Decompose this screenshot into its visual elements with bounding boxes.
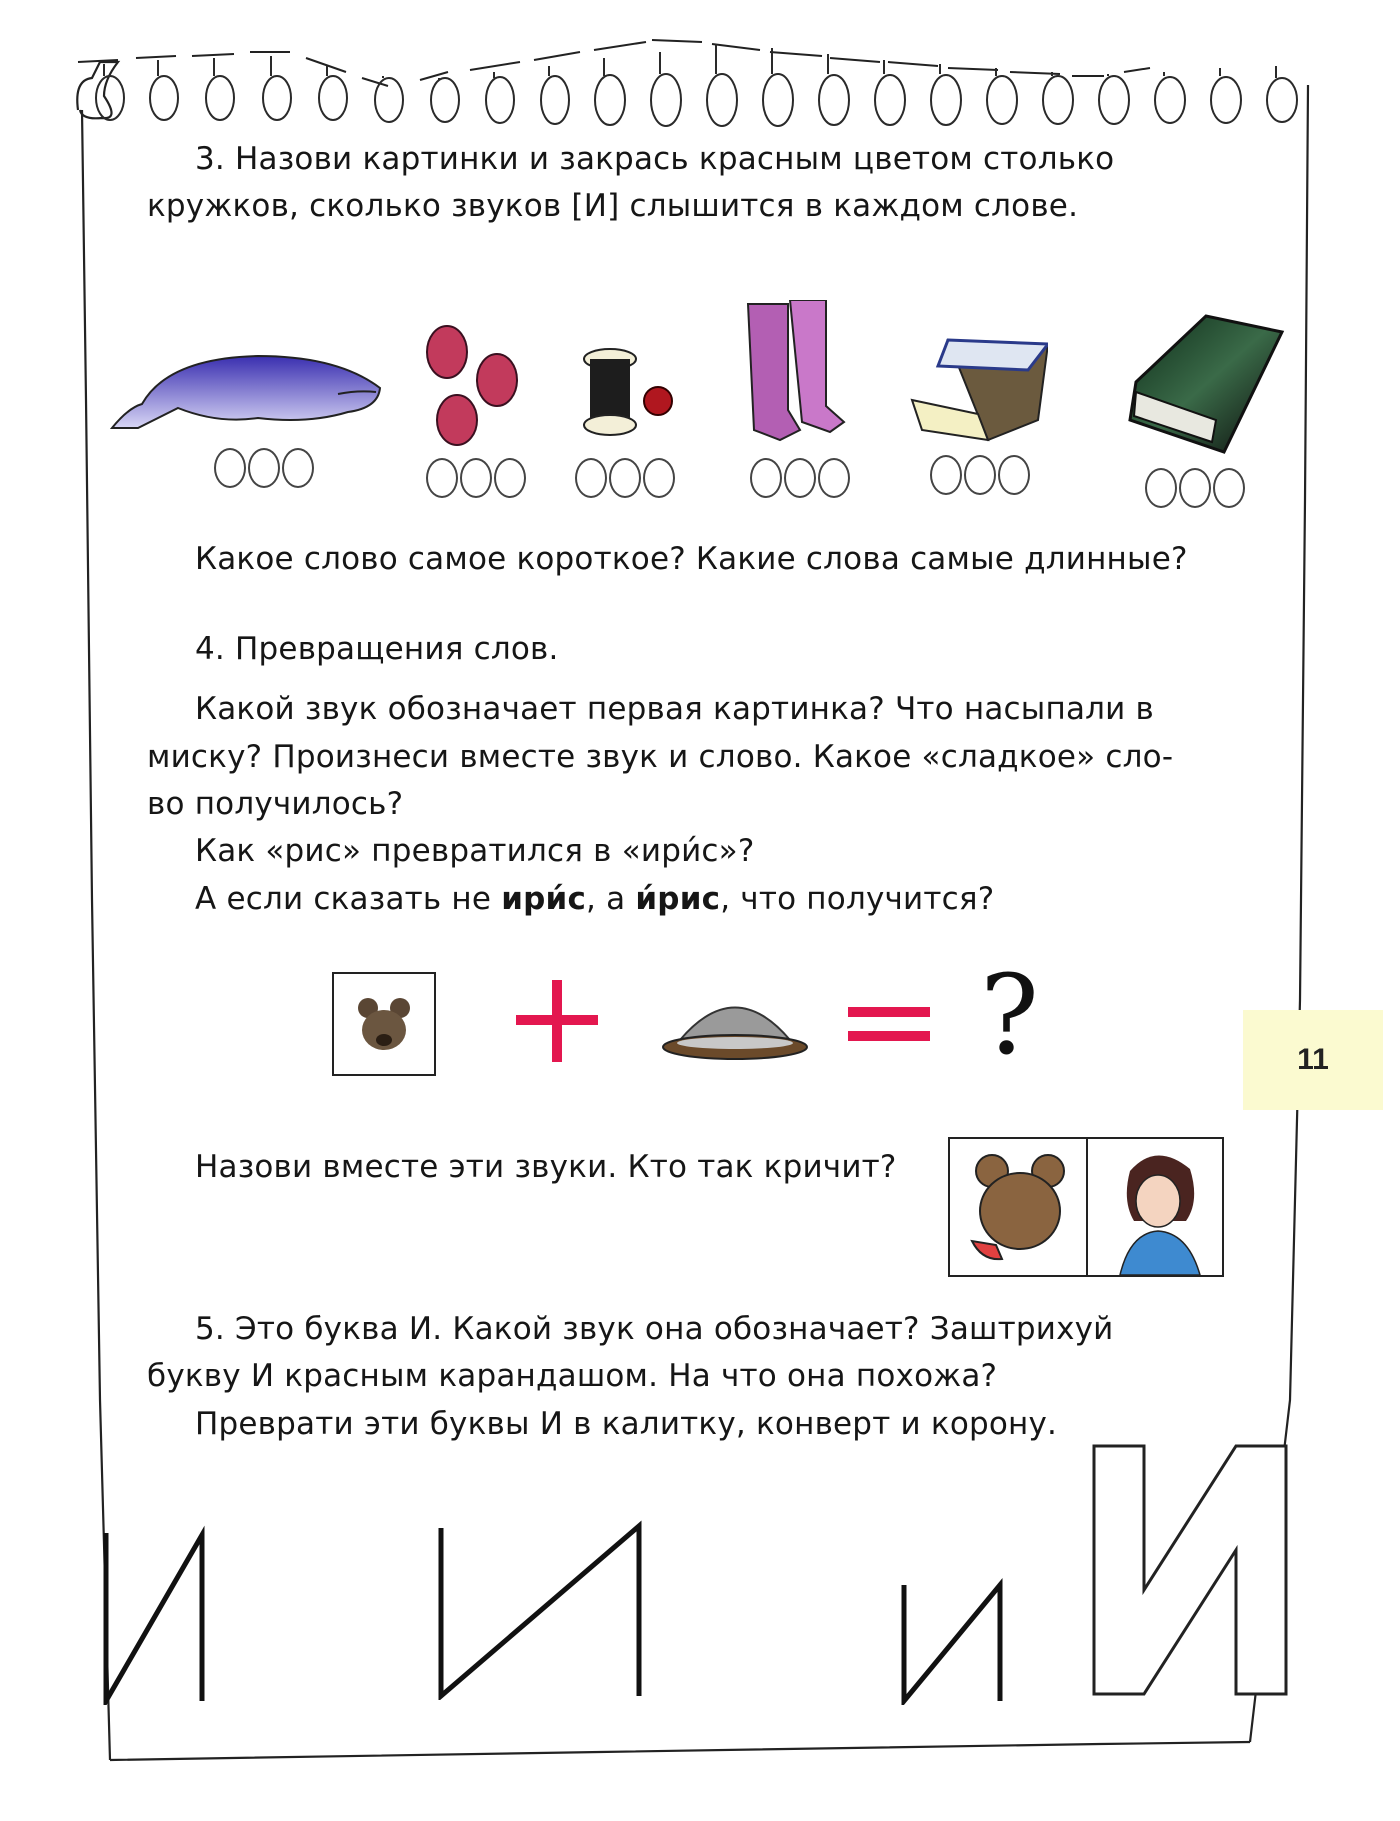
sound-circle[interactable]: [1179, 468, 1211, 508]
sound-circles-raspberries[interactable]: [426, 458, 526, 498]
sound-circle[interactable]: [1145, 468, 1177, 508]
question-mark: ?: [980, 951, 1039, 1079]
equals-sign: [848, 1007, 930, 1042]
sound-circles-spool[interactable]: [575, 458, 675, 498]
sound-circle[interactable]: [1213, 468, 1245, 508]
page-number: 11: [1243, 1010, 1383, 1110]
task5-line3: Преврати эти буквы И в калитку, конверт и корону.: [195, 1406, 1058, 1442]
crying-girl-icon: [1090, 1141, 1222, 1275]
sound-circle[interactable]: [460, 458, 492, 498]
matchbox-picture: [908, 330, 1048, 450]
sound-circles-book[interactable]: [1145, 468, 1245, 508]
sound-circle[interactable]: [575, 458, 607, 498]
sound-circles-boots[interactable]: [750, 458, 850, 498]
sound-circle[interactable]: [248, 448, 280, 488]
sound-circle[interactable]: [282, 448, 314, 488]
book-picture: [1126, 312, 1286, 462]
letter-i-shape-3[interactable]: [898, 1525, 1008, 1705]
task4-paragraph-line3: во получилось?: [147, 786, 404, 822]
sound-circle[interactable]: [609, 458, 641, 498]
sound-circle[interactable]: [784, 458, 816, 498]
sound-circle[interactable]: [750, 458, 782, 498]
sound-circles-whale[interactable]: [214, 448, 314, 488]
letter-i-shape-1[interactable]: [100, 1525, 210, 1705]
sound-circle[interactable]: [643, 458, 675, 498]
sound-circle[interactable]: [818, 458, 850, 498]
sound-circle[interactable]: [494, 458, 526, 498]
raspberries-picture: [415, 320, 530, 450]
task5-line2: букву И красным карандашом. На что она похожа?: [147, 1358, 998, 1394]
task4-prompt: Назови вместе эти звуки. Кто так кричит?: [195, 1149, 897, 1185]
task3-instruction-line1: 3. Назови картинки и закрась красным цветом столько: [195, 141, 1115, 177]
task4-rice-line: Как «рис» превратился в «ири́с»?: [195, 833, 755, 869]
thread-spool-picture: [580, 345, 690, 445]
iris-line-suffix: , что получится?: [720, 881, 995, 917]
laughing-bear-icon: [952, 1141, 1086, 1275]
iris-line-prefix: А если сказать не: [195, 881, 502, 917]
iris-line-middle: , а: [586, 881, 636, 917]
sound-circle[interactable]: [998, 455, 1030, 495]
sound-circle[interactable]: [214, 448, 246, 488]
task4-paragraph-line1: Какой звук обозначает первая картинка? Что насыпали в: [195, 691, 1155, 727]
sound-circle[interactable]: [930, 455, 962, 495]
card-divider: [1086, 1139, 1088, 1275]
sound-circle[interactable]: [964, 455, 996, 495]
task4-iris-line: [195, 875, 994, 923]
task4-paragraph-line2: миску? Произнеси вместе звук и слово. Какое «сладкое» сло-: [147, 739, 1174, 775]
rice-bowl-picture: [660, 985, 810, 1070]
letter-i-shape-2[interactable]: [435, 1520, 645, 1700]
iris-word-flower: и́рис: [635, 881, 721, 917]
plus-sign: [516, 980, 598, 1062]
iris-word-candy: ири́с: [501, 881, 587, 917]
task3-instruction-line2: кружков, сколько звуков [И] слышится в каждом слове.: [147, 188, 1079, 224]
task3-question: Какое слово самое короткое? Какие слова самые длинные?: [195, 541, 1188, 577]
letter-i-outline-large[interactable]: [1090, 1440, 1290, 1700]
task5-line1: 5. Это буква И. Какой звук она обозначает? Заштрихуй: [195, 1311, 1114, 1347]
bear-and-girl-cards: [948, 1137, 1224, 1277]
bear-sound-card: [332, 972, 436, 1076]
whale-picture: [108, 338, 388, 438]
sound-circles-matchbox[interactable]: [930, 455, 1030, 495]
task4-title: 4. Превращения слов.: [195, 631, 559, 667]
boots-picture: [740, 300, 850, 450]
sound-circle[interactable]: [426, 458, 458, 498]
bear-head-icon: [334, 974, 434, 1074]
